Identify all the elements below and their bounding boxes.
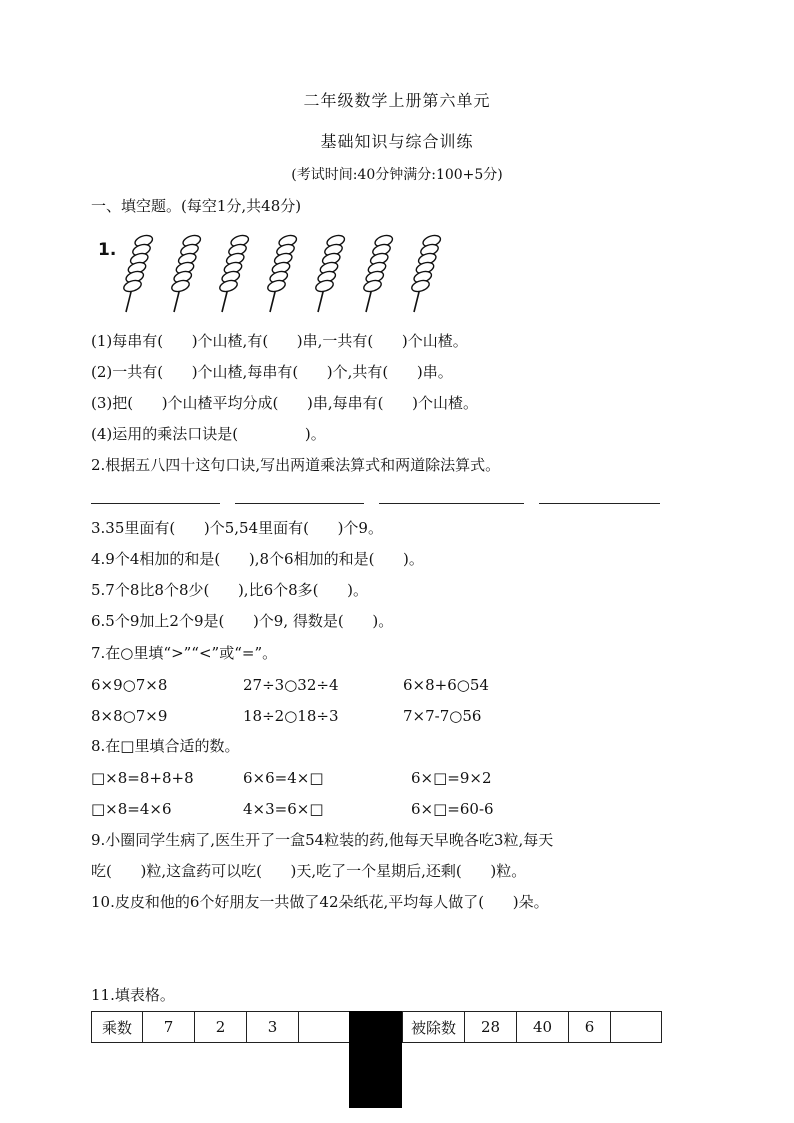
q9-line-1: 9.小圈同学生病了,医生开了一盒54粒装的药,他每天早晚各吃3粒,每天 — [91, 831, 554, 849]
table-cell: 2 — [195, 1012, 247, 1043]
q8-text: 8.在□里填合适的数。 — [91, 737, 240, 755]
redaction-block — [349, 1011, 402, 1108]
q8-expr-r1c3: 6×□=9×2 — [411, 769, 492, 787]
q7-expr-r2c1: 8×8○7×9 — [91, 707, 168, 725]
q8-expr-r1c1: □×8=8+8+8 — [91, 769, 194, 787]
q5-text: 5.7个8比8个8少( ),比6个8多( )。 — [91, 581, 368, 599]
q2-text: 2.根据五八四十这句口诀,写出两道乘法算式和两道除法算式。 — [91, 456, 501, 474]
answer-line-2[interactable] — [235, 503, 364, 504]
table-cell: 6 — [569, 1012, 611, 1043]
hawthorn-skewer — [266, 233, 297, 312]
q1-item-4: (4)运用的乘法口诀是( )。 — [91, 425, 326, 443]
q8-expr-r2c1: □×8=4×6 — [91, 800, 172, 818]
page-title: 二年级数学上册第六单元 — [303, 91, 491, 110]
q7-text: 7.在○里填“>”“<”或“=”。 — [91, 644, 278, 662]
hawthorn-berry — [314, 278, 334, 293]
q7-expr-r1c1: 6×9○7×8 — [91, 676, 168, 694]
table-cell-blank[interactable] — [611, 1012, 662, 1043]
q7-expr-r1c3: 6×8+6○54 — [403, 676, 489, 694]
page-subtitle: 基础知识与综合训练 — [320, 132, 474, 151]
table-cell: 3 — [247, 1012, 299, 1043]
answer-line-1[interactable] — [91, 503, 220, 504]
table-header-multiplier: 乘数 — [92, 1012, 143, 1043]
hawthorn-skewer — [362, 233, 393, 312]
q1-item-2: (2)一共有( )个山楂,每串有( )个,共有( )串。 — [91, 363, 453, 381]
hawthorn-berry — [122, 278, 142, 293]
q1-item-3: (3)把( )个山楂平均分成( )串,每串有( )个山楂。 — [91, 394, 478, 412]
q9-line-2: 吃( )粒,这盒药可以吃( )天,吃了一个星期后,还剩( )粒。 — [91, 862, 527, 880]
q11-text: 11.填表格。 — [91, 986, 175, 1004]
hawthorn-skewer — [410, 233, 441, 312]
hawthorn-berry — [410, 278, 430, 293]
q7-expr-r2c2: 18÷2○18÷3 — [243, 707, 339, 725]
hawthorn-berry — [170, 278, 190, 293]
q7-expr-r2c3: 7×7-7○56 — [403, 707, 482, 725]
q3-text: 3.35里面有( )个5,54里面有( )个9。 — [91, 519, 383, 537]
hawthorn-berry — [218, 278, 238, 293]
section-heading: 一、填空题。(每空1分,共48分) — [91, 197, 302, 215]
hawthorn-berry — [266, 278, 286, 293]
table-header-dividend: 被除数 — [403, 1012, 465, 1043]
hawthorn-skewer — [218, 233, 249, 312]
hawthorn-berry — [362, 278, 382, 293]
q8-expr-r1c2: 6×6=4×□ — [243, 769, 324, 787]
q10-text: 10.皮皮和他的6个好朋友一共做了42朵纸花,平均每人做了( )朵。 — [91, 893, 549, 911]
table-cell: 28 — [465, 1012, 517, 1043]
hawthorn-skewer — [314, 233, 345, 312]
q7-expr-r1c2: 27÷3○32÷4 — [243, 676, 339, 694]
q4-text: 4.9个4相加的和是( ),8个6相加的和是( )。 — [91, 550, 424, 568]
exam-info: (考试时间:40分钟满分:100+5分) — [291, 167, 503, 183]
q8-expr-r2c2: 4×3=6×□ — [243, 800, 324, 818]
hawthorn-skewer — [122, 233, 153, 312]
q1-item-1: (1)每串有( )个山楂,有( )串,一共有( )个山楂。 — [91, 332, 468, 350]
hawthorn-skewer — [170, 233, 201, 312]
question-1-number: 1. — [98, 240, 117, 260]
answer-line-4[interactable] — [539, 503, 660, 504]
table-cell: 40 — [517, 1012, 569, 1043]
q6-text: 6.5个9加上2个9是( )个9, 得数是( )。 — [91, 612, 394, 630]
table-cell: 7 — [143, 1012, 195, 1043]
q8-expr-r2c3: 6×□=60-6 — [411, 800, 494, 818]
table-cell-blank[interactable] — [299, 1012, 351, 1043]
answer-line-3[interactable] — [379, 503, 524, 504]
hawthorn-skewers-illustration — [110, 232, 450, 316]
